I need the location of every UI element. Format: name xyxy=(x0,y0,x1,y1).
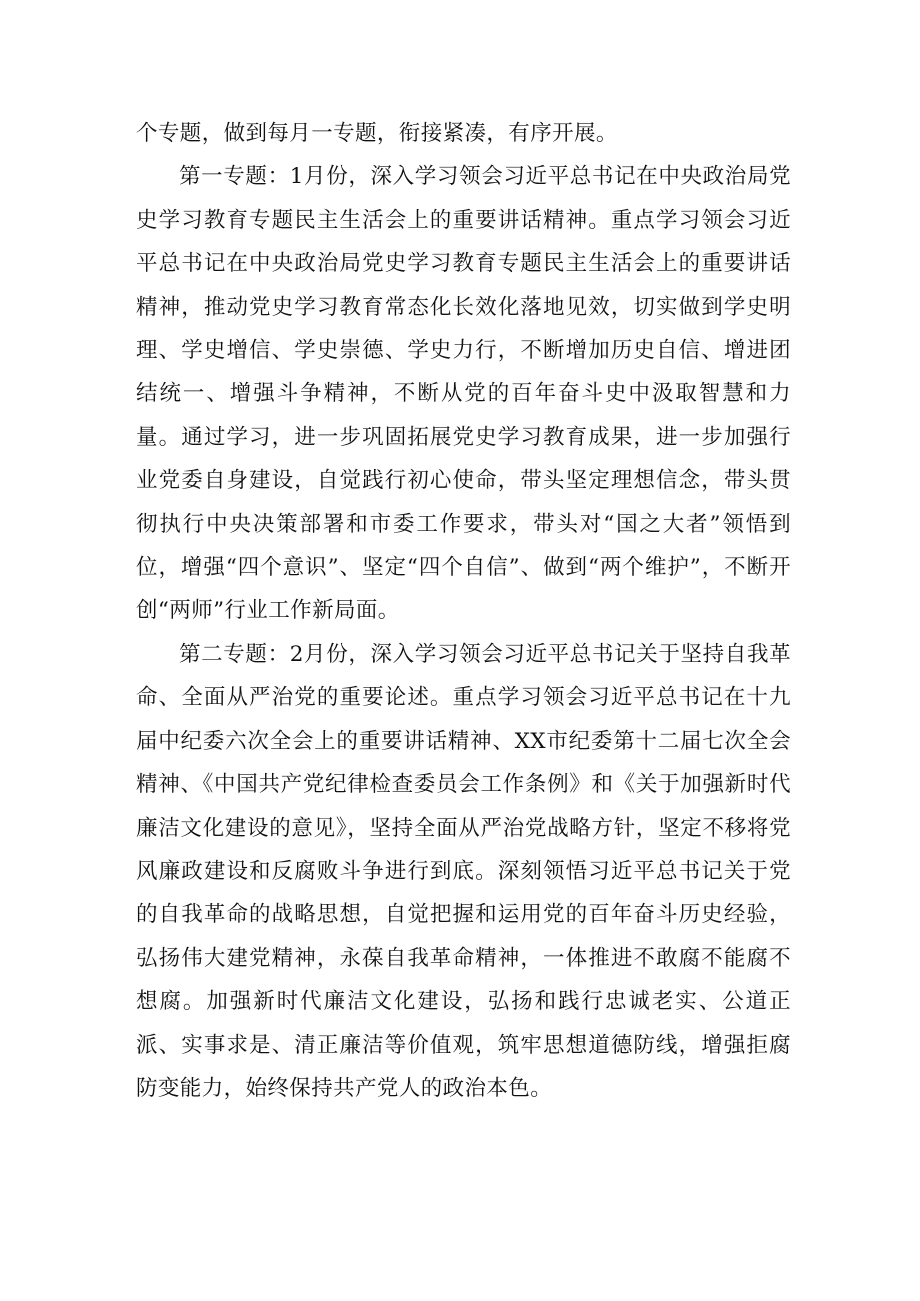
paragraph-topic-2: 第二专题：2月份，深入学习领会习近平总书记关于坚持自我革命、全面从严治党的重要论述。重点学习领会习近平总书记在十九届中纪委六次全会上的重要讲话精神、XX市纪委第十二届七次全会精神、《中国共产党纪律检查委员会工作条例》和《关于加强新时代廉洁文化建设的意见》，坚持全面从严治党战略方针，坚定不移将党风廉政建设和反腐败斗争进行到底。深刻领悟习近平总书记关于党的自我革命的战略思想，自觉把握和运用党的百年奋斗历史经验，弘扬伟大建党精神，永葆自我革命精神，一体推进不敢腐不能腐不想腐。加强新时代廉洁文化建设，弘扬和践行忠诚老实、公道正派、实事求是、清正廉洁等价值观，筑牢思想道德防线，增强拒腐防变能力，始终保持共产党人的政治本色。 xyxy=(136,641,791,1101)
paragraph-intro-tail: 个专题，做到每月一专题，衔接紧凑，有序开展。 xyxy=(136,121,618,146)
paragraph-topic-1: 第一专题：1月份，深入学习领会习近平总书记在中央政治局党史学习教育专题民主生活会上的重要讲话精神。重点学习领会习近平总书记在中央政治局党史学习教育专题民主生活会上的重要讲话精神，推动党史学习教育常态化长效化落地见效，切实做到学史明理、学史增信、学史崇德、学史力行，不断增加历史自信、增进团结统一、增强斗争精神，不断从党的百年奋斗史中汲取智慧和力量。通过学习，进一步巩固拓展党史学习教育成果，进一步加强行业党委自身建设，自觉践行初心使命，带头坚定理想信念，带头贯彻执行中央决策部署和市委工作要求，带头对“国之大者”领悟到位，增强“四个意识”、坚定“四个自信”、做到“两个维护”，不断开创“两师”行业工作新局面。 xyxy=(136,164,791,624)
body-text xyxy=(136,112,791,1110)
